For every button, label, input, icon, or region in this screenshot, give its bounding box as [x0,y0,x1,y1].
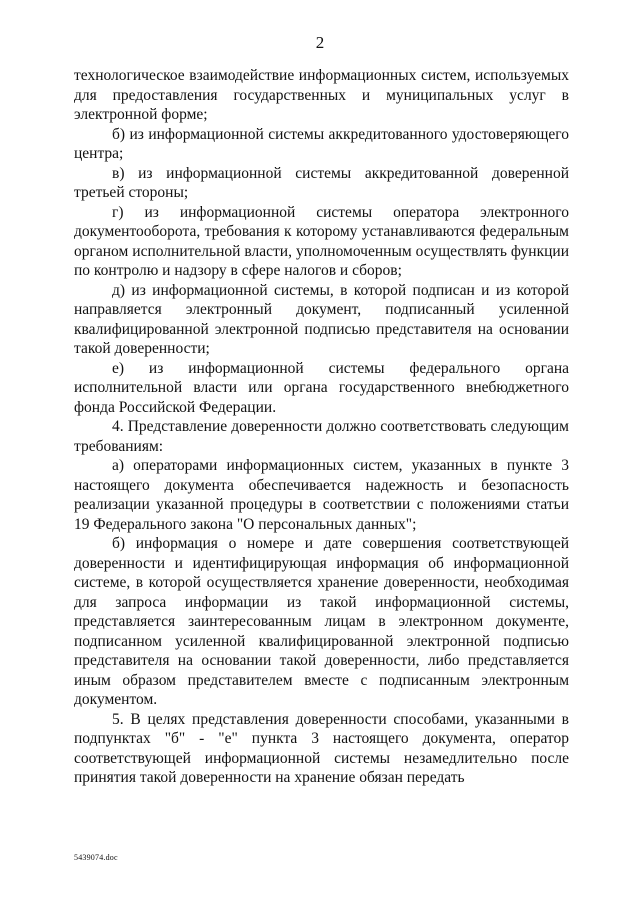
page-number: 2 [315,33,325,52]
paragraph-item-e: е) из информационной системы федерального органа исполнительной власти или органа государственного внебюджетного фонда Российской Федерации. [74,359,569,416]
paragraph-section-4: 4. Представление доверенности должно соответствовать следующим требованиям: [74,418,569,455]
paragraph-item-d: д) из информационной системы, в которой подписан и из которой направляется электронный документ, подписанный усиленной квалифицированной электронной подписью представителя на основании такой доверенности; [74,281,569,357]
paragraph-item-v: в) из информационной системы аккредитованной доверенной третьей стороны; [74,164,569,201]
paragraph-item-g: г) из информационной системы оператора электронного документооборота, требования к которому устанавливаются федеральным органом исполнительной власти, уполномоченным осуществлять функции по контролю и надзору в сфере налогов и сборов; [74,203,569,279]
paragraph-continuation: технологическое взаимодействие информационных систем, используемых для предоставления государственных и муниципальных услуг в электронной форме; [74,67,569,123]
paragraph-item-b: б) из информационной системы аккредитованного удостоверяющего центра; [74,125,569,162]
paragraph-section-5: 5. В целях представления доверенности способами, указанными в подпунктах "б" - "е" пункта 3 настоящего документа, оператор соответствующей информационной системы незамедлительно после принятия такой доверенности на хранение обязан передать [74,710,569,786]
document-body [74,66,569,788]
paragraph-item-4a: а) операторами информационных систем, указанных в пункте 3 настоящего документа обеспечивается надежность и безопасность реализации указанной процедуры в соответствии с положениями статьи 19 Федерального закона "О персональных данных"; [74,457,569,533]
footer-file-code: 5439074.doc [74,853,118,862]
paragraph-item-4b: б) информация о номере и дате совершения соответствующей доверенности и идентифицирующая информация об информационной системе, в которой осуществляется хранение доверенности, необходимая для запроса информации из такой информационной системы, представляется заинтересованным лицам в электронном документе, подписанном усиленной квалифицированной электронной подписью представителя на основании такой доверенности, либо представляется иным образом представителем вместе с подписанным электронным документом. [74,535,569,708]
